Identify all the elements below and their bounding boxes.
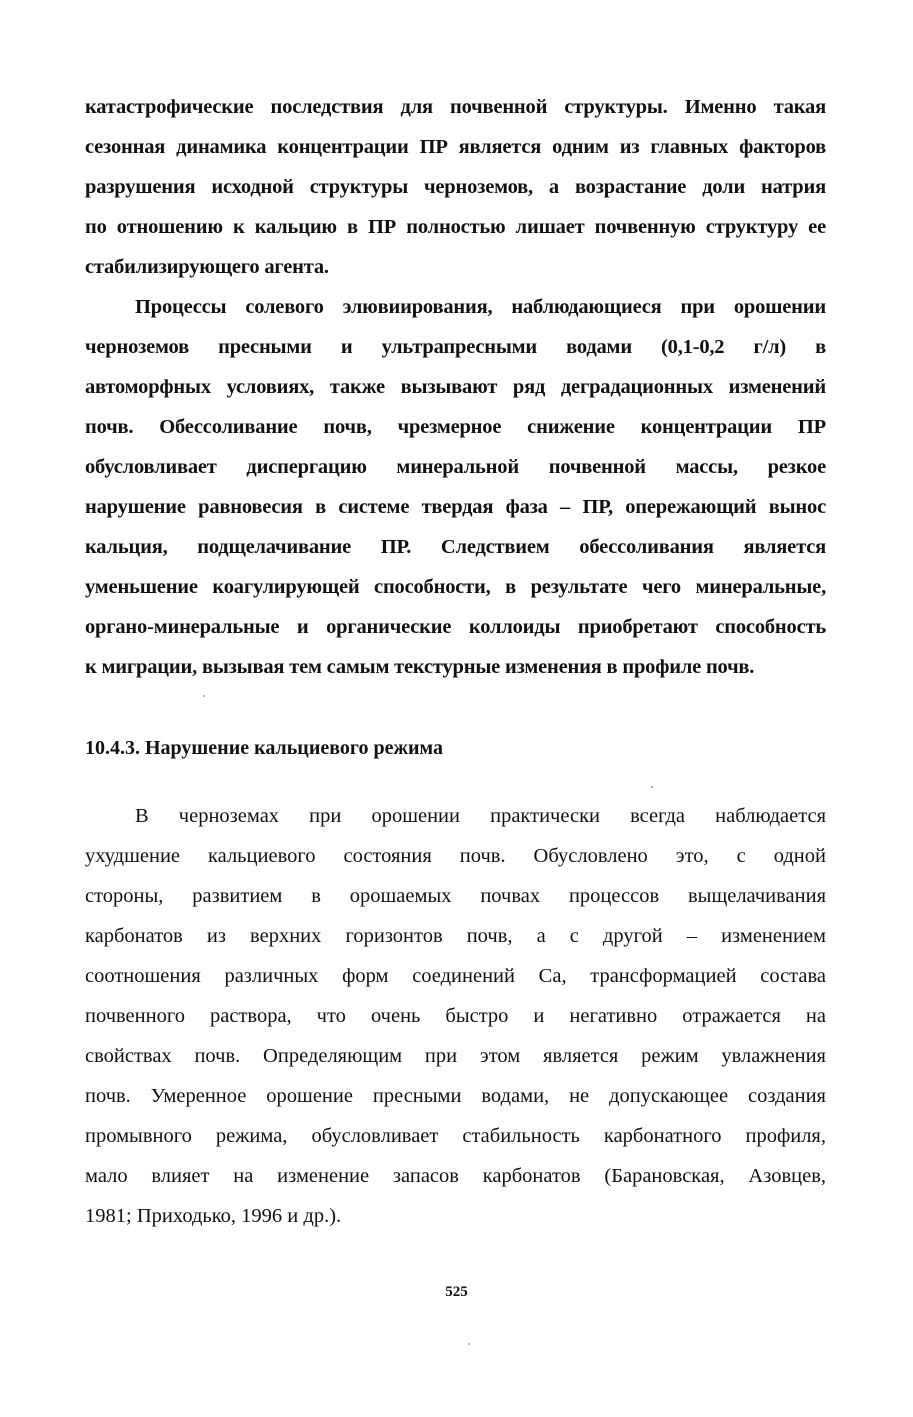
text-line: почв. Обессоливание почв, чрезмерное снижение концентрации ПР: [85, 416, 826, 438]
text-line: катастрофические последствия для почвенной структуры. Именно такая: [85, 96, 826, 118]
paragraph-3: [85, 796, 826, 1236]
scan-speck: [203, 695, 205, 697]
text-line: сезонная динамика концентрации ПР является одним из главных факторов: [85, 136, 826, 158]
text-line: черноземов пресными и ультрапресными водами (0,1-0,2 г/л) в: [85, 336, 826, 358]
text-line: стороны, развитием в орошаемых почвах процессов выщелачивания: [85, 885, 826, 907]
text-line: свойствах почв. Определяющим при этом является режим увлажнения: [85, 1045, 826, 1067]
text-line: стабилизирующего агента.: [85, 256, 329, 278]
text-line: автоморфных условиях, также вызывают ряд деградационных изменений: [85, 376, 826, 398]
text-line: ухудшение кальциевого состояния почв. Обусловлено это, с одной: [85, 845, 826, 867]
scan-speck: [651, 786, 653, 788]
text-line: почв. Умеренное орошение пресными водами, не допускающее создания: [85, 1085, 826, 1107]
text-line: уменьшение коагулирующей способности, в результате чего минеральные,: [85, 576, 826, 598]
text-line: по отношению к кальцию в ПР полностью лишает почвенную структуру ее: [85, 216, 826, 238]
text-line: нарушение равновесия в системе твердая фаза – ПР, опережающий вынос: [85, 496, 826, 518]
text-line: почвенного раствора, что очень быстро и негативно отражается на: [85, 1005, 826, 1027]
text-line: обусловливает диспергацию минеральной почвенной массы, резкое: [85, 456, 826, 478]
text-line: карбонатов из верхних горизонтов почв, а с другой – изменением: [85, 925, 826, 947]
text-line: В черноземах при орошении практически всегда наблюдается: [135, 805, 826, 827]
paragraph-2: [85, 287, 826, 687]
text-line: соотношения различных форм соединений Са, трансформацией состава: [85, 965, 826, 987]
text-line: Процессы солевого элювиирования, наблюдающиеся при орошении: [135, 296, 826, 318]
page-number: 525: [445, 1284, 468, 1300]
paragraph-1: [85, 87, 826, 287]
text-line: к миграции, вызывая тем самым текстурные изменения в профиле почв.: [85, 656, 755, 678]
section-heading: 10.4.3. Нарушение кальциевого режима: [85, 737, 443, 759]
scan-speck: [468, 1343, 470, 1345]
text-line: разрушения исходной структуры черноземов, а возрастание доли натрия: [85, 176, 826, 198]
text-line: мало влияет на изменение запасов карбонатов (Барановская, Азовцев,: [85, 1165, 826, 1187]
text-line: промывного режима, обусловливает стабильность карбонатного профиля,: [85, 1125, 826, 1147]
text-line: 1981; Приходько, 1996 и др.).: [85, 1205, 342, 1227]
text-line: органо-минеральные и органические коллоиды приобретают способность: [85, 616, 826, 638]
text-line: кальция, подщелачивание ПР. Следствием обессоливания является: [85, 536, 826, 558]
